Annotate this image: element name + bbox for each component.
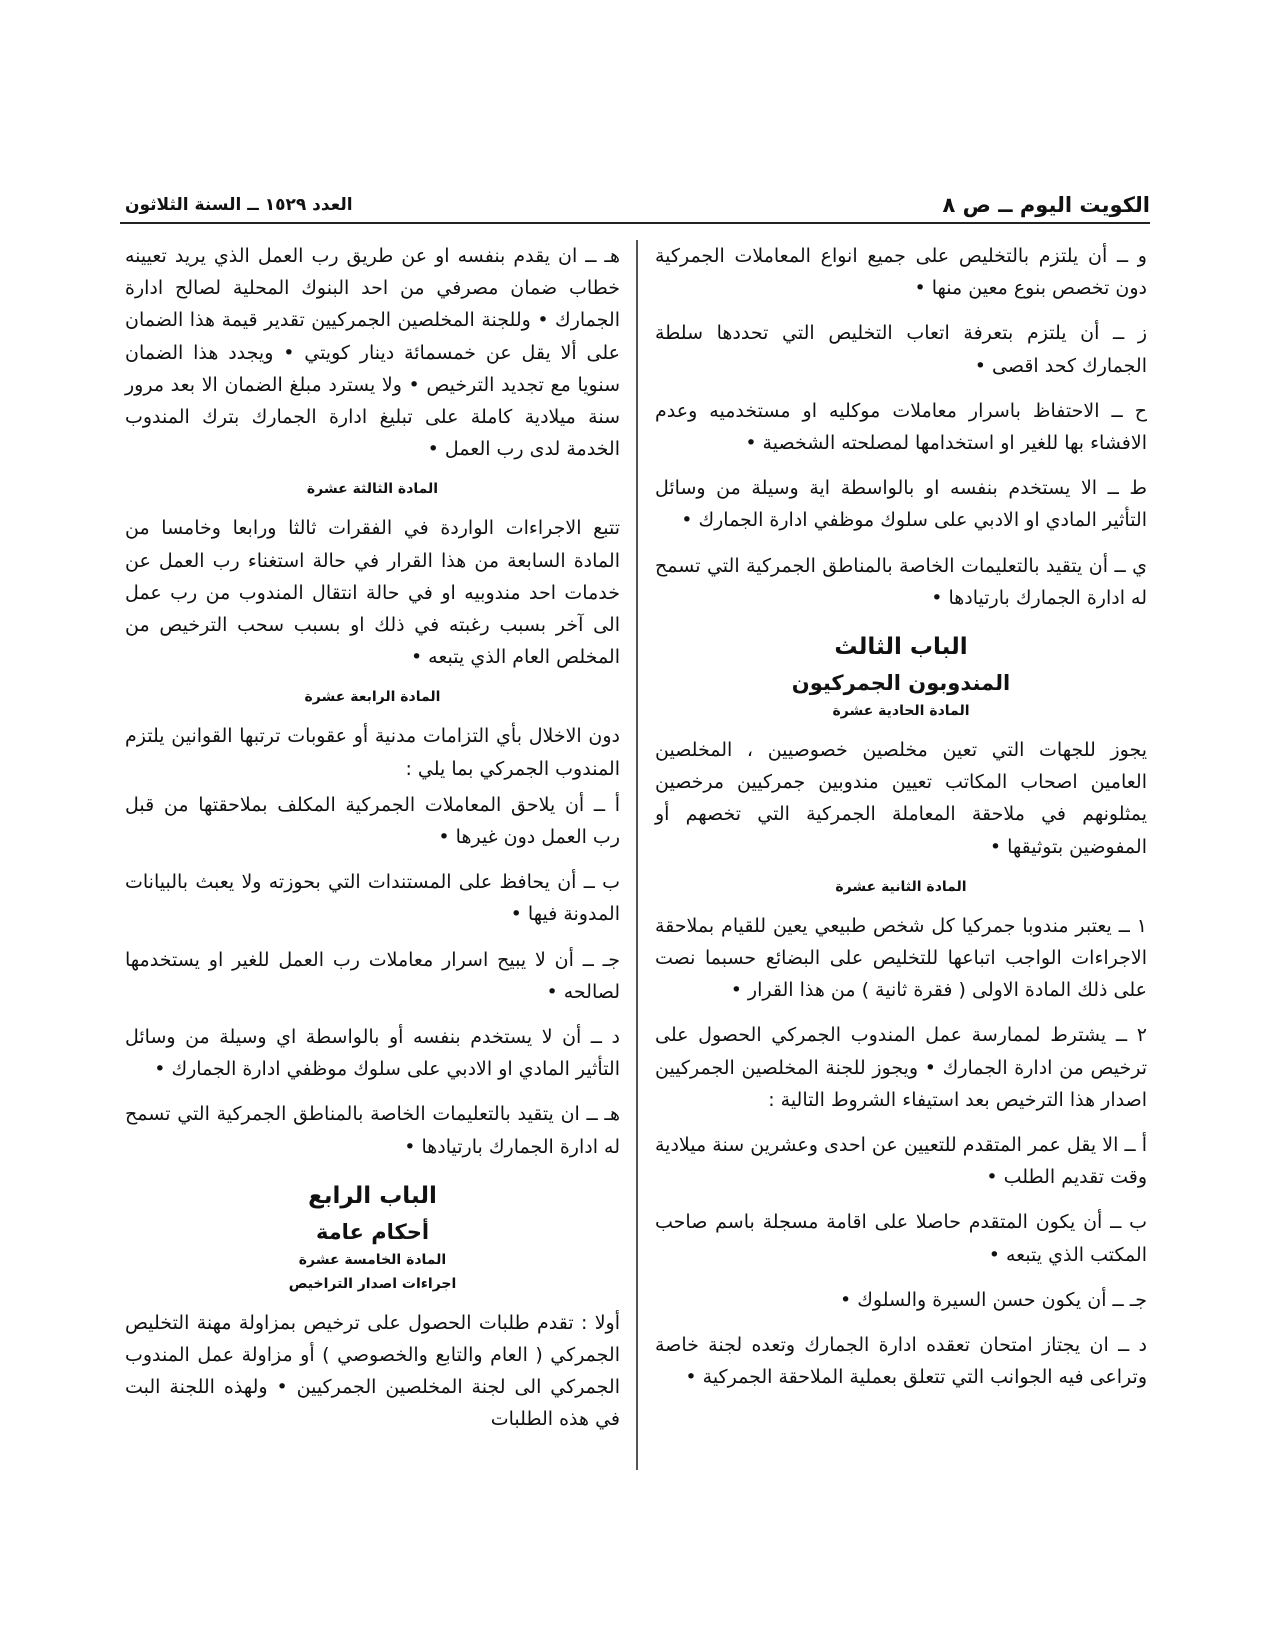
header-issue-year: العدد ١٥٢٩ ــ السنة الثلاثون [125,195,353,215]
article-15-heading: المادة الخامسة عشرة [298,1251,447,1268]
clause-waw: و ــ أن يلتزم بالتخليص على جميع انواع المعاملات الجمركية دون تخصص بنوع معين منها • [655,245,1147,300]
page-header [125,188,1150,222]
condition-c: جـ ــ أن يكون حسن السيرة والسلوك • [839,1288,1147,1311]
left-column [125,240,620,1449]
condition-e: هـ ــ ان يقدم بنفسه او عن طريق رب العمل الذي يريد تعيينه خطاب ضمان مصرفي من احد البنوك المحلية لصالح ادارة الجمارك • وللجنة المخلصين الجمركيين تقدير قيمة هذا الضمان على ألا يقل عن خمسمائة دينار كويتي • ويجدد هذا الضمان سنويا مع تجديد الترخيص • ولا يسترد مبلغ الضمان الا بعد مرور سنة ميلادية كاملة على تبليغ ادارة الجمارك بترك المندوب الخدمة لدى رب العمل • [125,245,620,461]
duty-d: د ــ أن لا يستخدم بنفسه أو بالواسطة اي وسيلة من وسائل التأثير المادي او الادبي على سلوك موظفي ادارة الجمارك • [125,1026,620,1081]
clause-ha: ح ــ الاحتفاظ باسرار معاملات موكليه او مستخدميه وعدم الافشاء بها للغير او استخدامها لمصلحته الشخصية • [655,399,1147,455]
article-11-heading: المادة الحادية عشرة [832,703,970,720]
article-12-heading: المادة الثانية عشرة [835,878,967,895]
duty-a: أ ــ أن يلاحق المعاملات الجمركية المكلف بملاحقتها من قبل رب العمل دون غيرها • [125,793,620,849]
article-12-item-1: ١ ــ يعتبر مندوبا جمركيا كل شخص طبيعي يعين للقيام بملاحقة الاجراءات الواجب اتباعها للتخليص على البضائع حسبما نصت على ذلك المادة الاولى ( فقرة ثانية ) من هذا القرار • [655,914,1147,1002]
duty-e: هـ ــ ان يتقيد بالتعليمات الخاصة بالمناطق الجمركية التي تسمح له ادارة الجمارك بارتيادها • [125,1103,620,1158]
part-four-title: الباب الرابع [308,1182,437,1209]
clause-ya: ي ــ أن يتقيد بالتعليمات الخاصة بالمناطق الجمركية التي تسمح له ادارة الجمارك بارتيادها • [655,554,1147,609]
condition-b: ب ــ أن يكون المتقدم حاصلا على اقامة مسجلة باسم صاحب المكتب الذي يتبعه • [655,1211,1147,1266]
part-three-name: المندوبون الجمركيون [791,671,1011,696]
article-12-item-2: ٢ ــ يشترط لممارسة عمل المندوب الجمركي الحصول على ترخيص من ادارة الجمارك • ويجوز للجنة المخلصين الجمركيين اصدار هذا الترخيص بعد استيفاء الشروط التالية : [655,1024,1147,1111]
article-13-heading: المادة الثالثة عشرة [306,481,439,498]
article-13-text: تتبع الاجراءات الواردة في الفقرات ثالثا ورابعا وخامسا من المادة السابعة من هذا القرار في حالة استغناء رب العمل عن خدمات احد مندوبيه او في حالة انتقال المندوب من رب عمل الى آخر بسبب رغبته في ذلك او بسبب سحب الترخيص من المخلص العام الذي يتبعه • [125,517,620,669]
header-publication-page: الكويت اليوم ــ ص ٨ [942,193,1150,217]
article-14-heading: المادة الرابعة عشرة [304,689,441,706]
article-14-intro: دون الاخلال بأي التزامات مدنية أو عقوبات ترتبها القوانين يلتزم المندوب الجمركي بما يلي : [125,725,620,780]
duty-c: جـ ــ أن لا يبيح اسرار معاملات رب العمل للغير او يستخدمها لصالحه • [125,948,620,1003]
part-three-title: الباب الثالث [834,634,968,661]
column-divider [636,240,638,1470]
part-four-name: أحكام عامة [315,1219,430,1244]
condition-a: أ ــ الا يقل عمر المتقدم للتعيين عن احدى وعشرين سنة ميلادية وقت تقديم الطلب • [655,1134,1147,1189]
clause-ta: ط ــ الا يستخدم بنفسه او بالواسطة اية وسيلة من وسائل التأثير المادي او الادبي على سلوك موظفي ادارة الجمارك • [655,477,1147,532]
header-rule [120,222,1150,224]
right-column [655,240,1147,1406]
duty-b: ب ــ أن يحافظ على المستندات التي بحوزته ولا يعبث بالبيانات المدونة فيها • [125,871,620,926]
article-11-text: يجوز للجهات التي تعين مخلصين خصوصيين ، المخلصين العامين اصحاب المكاتب تعيين مندوبين جمركيين مرخصين يمثلونهم في ملاحقة المعاملة الجمركية التي تخصهم أو المفوضين بتوثيقها • [655,739,1147,858]
condition-d: د ــ ان يجتاز امتحان تعقده ادارة الجمارك وتعده لجنة خاصة وتراعى فيه الجوانب التي تتعلق بعملية الملاحقة الجمركية • [655,1334,1147,1389]
article-15-first: أولا : تقدم طلبات الحصول على ترخيص بمزاولة مهنة التخليص الجمركي ( العام والتابع والخصوصي ) أو مزاولة عمل المندوب الجمركي الى لجنة المخلصين الجمركيين • ولهذه اللجنة البت في هذه الطلبات [125,1311,620,1431]
clause-zay: ز ــ أن يلتزم بتعرفة اتعاب التخليص التي تحددها سلطة الجمارك كحد اقصى • [655,322,1147,377]
licensing-procedures-heading: اجراءات اصدار التراخيص [288,1275,457,1292]
